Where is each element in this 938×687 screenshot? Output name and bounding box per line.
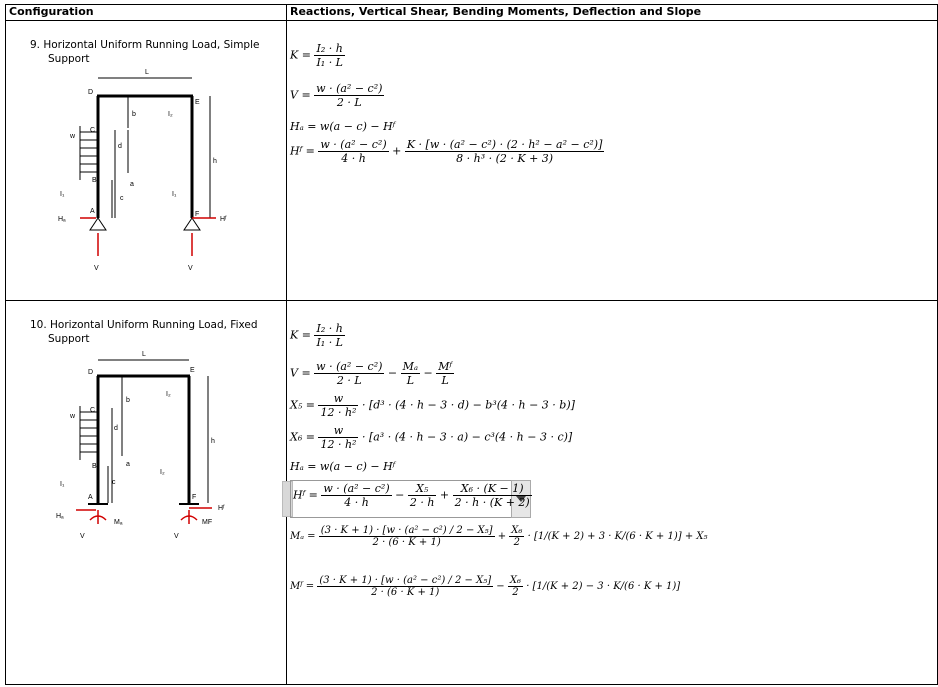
case10-label-E: E [190,367,195,374]
case9-frame-diagram [50,68,250,283]
case10-label-HA: Hₐ [56,513,64,520]
table-column-divider [286,4,287,685]
case9-label-E: E [195,99,200,106]
case9-eq-HF: Hᶠ = $\frac{\text{w · (a² − c²)}}{4 \cdot h}$ + $\frac{\text{K · [w · (a² − c²) · (2 · h² − a² − c²)]}}{\text{8 · h³ · (2 · K + 3)}}$ [290,138,603,165]
case9-eq-HA: Hₐ = w(a − c) − Hᶠ [290,120,396,133]
case9-label-HA: Hₐ [58,216,66,223]
case10-label-d: d [114,425,118,432]
case10-eq-HF: Hᶠ = $\frac{\text{w · (a² − c²)}}{4 \cdot h}$ − $\frac{\text{X₅}}{2 \cdot h}$ + $\frac{\text{X₆ · (K − 1)}}{2 \cdot h \cdot (K + 2)}$ [293,482,530,509]
case10-eq-MA: Mₐ = $\frac{\text{(3 · K + 1) · [w · (a² − c²) / 2 − X₅]}}{2 \cdot (6 \cdot K + 1)}$ + $\frac{\text{X₆}}{2}$ · [1/(K + 2) + 3 · K/(6 · K + 1)] + X₅ [290,525,708,548]
case10-label-B: B [92,463,97,470]
case10-label-a: a [126,461,130,468]
case10-title-line2: Support [48,333,90,345]
case10-label-D: D [88,369,94,376]
case10-label-A: A [88,494,93,501]
case10-label-c: c [112,479,116,486]
case9-label-w: w [70,133,76,140]
table-header-divider [5,20,938,21]
case10-title [30,318,258,346]
case10-eq-X5: X₅ = $\frac{w}{\text{12 · h²}}$ · [d³ · (4 · h − 3 · d) − b³(4 · h − 3 · b)] [290,392,575,419]
case9-label-c: c [120,195,124,202]
case10-eq-X6: X₆ = $\frac{w}{\text{12 · h²}}$ · [a³ · (4 · h − 3 · a) − c³(4 · h − 3 · c)] [290,424,573,451]
case9-label-L: L [145,69,149,76]
case10-eq-HA: Hₐ = w(a − c) − Hᶠ [290,460,396,473]
case9-title-line1: 9. Horizontal Uniform Running Load, Simple [30,39,260,51]
case10-label-L: L [142,351,146,358]
case9-label-C: C [90,127,96,134]
case10-label-h: h [211,438,215,445]
case9-label-D: D [88,89,94,96]
case10-label-HF: Hᶠ [218,505,225,512]
case10-label-F: F [192,494,197,501]
case10-label-w: w [70,413,76,420]
case9-label-a: a [130,181,134,188]
case9-title [30,38,259,66]
header-reactions: Reactions, Vertical Shear, Bending Moments, Deflection and Slope [290,5,702,18]
case10-label-V-left: V [80,533,85,540]
case10-title-line1: 10. Horizontal Uniform Running Load, Fixed [30,319,258,331]
case10-label-I1-left: I₁ [60,481,65,488]
case9-label-V-left: V [94,265,99,272]
case9-eq-V: V = $\frac{\text{w · (a² − c²)}}{2 \cdot L}$ [290,82,383,109]
case10-eq-K: K = $\frac{\text{I₂ · h}}{\text{I₁ · L}}$ [290,322,343,349]
case10-label-MF: MF [202,519,213,526]
table-row-divider [5,300,938,301]
case10-label-I2-right: I₂ [160,469,165,476]
case10-label-MA: Mₐ [114,519,123,526]
case9-title-line2: Support [48,53,90,65]
case9-label-h: h [213,158,217,165]
case9-label-I1-left: I₁ [60,191,65,198]
case9-label-I1-right: I₁ [172,191,177,198]
case10-label-I2: I₂ [166,391,171,398]
case9-label-A: A [90,208,95,215]
table-border-bottom [5,684,938,685]
case9-label-HF: Hᶠ [220,216,227,223]
case9-label-B: B [92,177,97,184]
case9-label-V-right: V [188,265,193,272]
case10-eq-MF: Mᶠ = $\frac{\text{(3 · K + 1) · [w · (a² − c²) / 2 − X₅]}}{2 \cdot (6 \cdot K + 1)}$ − $\frac{\text{X₆}}{2}$ · [1/(K + 2) − 3 · K/(6 · K + 1)] [290,575,681,598]
case10-eq-V: V = $\frac{\text{w · (a² − c²)}}{2 \cdot L}$ − $\frac{\text{Mₐ}}{L}$ − $\frac{\text{Mᶠ}}{L}$ [290,360,453,387]
case9-label-b: b [132,111,136,118]
case10-label-C: C [90,407,96,414]
case9-label-d: d [118,143,122,150]
case9-label-I2: I₂ [168,111,173,118]
case10-label-V-right: V [174,533,179,540]
case9-eq-K: K = $\frac{\text{I₂ · h}}{\text{I₁ · L}}$ [290,42,343,69]
table-border-left [5,4,6,685]
header-configuration: Configuration [9,5,94,18]
case10-label-b: b [126,397,130,404]
case10-frame-diagram [50,348,250,548]
case9-label-F: F [195,211,200,218]
